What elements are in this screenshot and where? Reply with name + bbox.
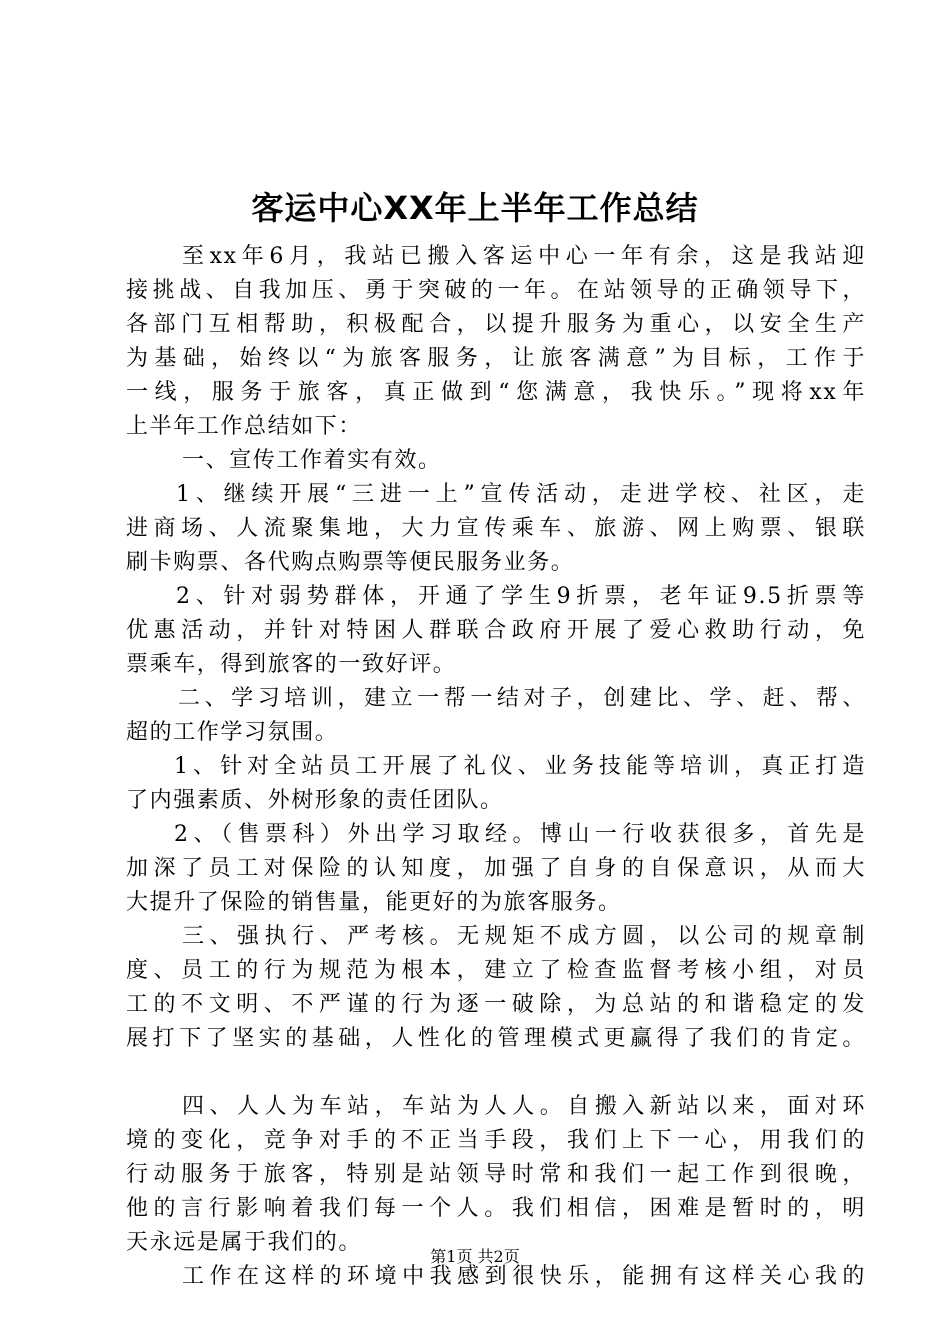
text-line: 他的言行影响着我们每一个人。我们相信，困难是暂时的，明: [126, 1196, 866, 1221]
text-line: 二、学习培训，建立一帮一结对子，创建比、学、赶、帮、: [178, 686, 866, 711]
text-line: 一线，服务于旅客，真正做到“您满意，我快乐。”现将xx年: [126, 380, 866, 405]
text-line: 四、人人为车站，车站为人人。自搬入新站以来，面对环: [182, 1094, 866, 1119]
text-line: 为基础，始终以“为旅客服务，让旅客满意”为目标，工作于: [126, 346, 866, 371]
text-line: 度、员工的行为规范为根本，建立了检查监督考核小组，对员: [126, 958, 866, 983]
text-line: 进商场、人流聚集地，大力宣传乘车、旅游、网上购票、银联: [126, 516, 866, 541]
text-line: 上半年工作总结如下：: [126, 414, 363, 439]
text-line: 行动服务于旅客，特别是站领导时常和我们一起工作到很晚，: [126, 1162, 866, 1187]
text-line: 刷卡购票、各代购点购票等便民服务业务。: [126, 550, 575, 575]
text-line: 加深了员工对保险的认知度，加强了自身的自保意识，从而大: [126, 856, 866, 881]
text-line: 票乘车，得到旅客的一致好评。: [126, 652, 457, 677]
text-line: 三、强执行、严考核。无规矩不成方圆，以公司的规章制: [182, 924, 866, 949]
text-line: 天永远是属于我们的。: [126, 1230, 363, 1255]
text-line: 工作在这样的环境中我感到很快乐，能拥有这样关心我的: [182, 1264, 866, 1289]
text-line: 2、（售票科）外出学习取经。博山一行收获很多，首先是: [174, 822, 866, 847]
text-line: 1、继续开展“三进一上”宣传活动，走进学校、社区，走: [176, 482, 866, 507]
text-line: 超的工作学习氛围。: [126, 720, 339, 745]
text-line: 工的不文明、不严谨的行为逐一破除，为总站的和谐稳定的发: [126, 992, 866, 1017]
text-line: 1、针对全站员工开展了礼仪、业务技能等培训，真正打造: [174, 754, 866, 779]
text-line: 境的变化，竞争对手的不正当手段，我们上下一心，用我们的: [126, 1128, 866, 1153]
text-line: 各部门互相帮助，积极配合，以提升服务为重心，以安全生产: [126, 312, 866, 337]
text-line: 优惠活动，并针对特困人群联合政府开展了爱心救助行动，免: [126, 618, 866, 643]
page-footer: 第1页 共2页: [430, 1247, 520, 1266]
text-line: 了内强素质、外树形象的责任团队。: [126, 788, 504, 813]
text-line: 大提升了保险的销售量，能更好的为旅客服务。: [126, 890, 622, 915]
page-title: 客运中心XX年上半年工作总结: [251, 189, 699, 227]
text-line: 一、宣传工作着实有效。: [182, 448, 442, 473]
text-line: 2、针对弱势群体，开通了学生9折票，老年证9.5折票等: [176, 584, 866, 609]
text-line: 接挑战、自我加压、勇于突破的一年。在站领导的正确领导下，: [126, 278, 866, 303]
text-line: 展打下了坚实的基础，人性化的管理模式更赢得了我们的肯定。: [126, 1026, 866, 1051]
text-line: 至xx年6月，我站已搬入客运中心一年有余，这是我站迎: [182, 244, 866, 269]
